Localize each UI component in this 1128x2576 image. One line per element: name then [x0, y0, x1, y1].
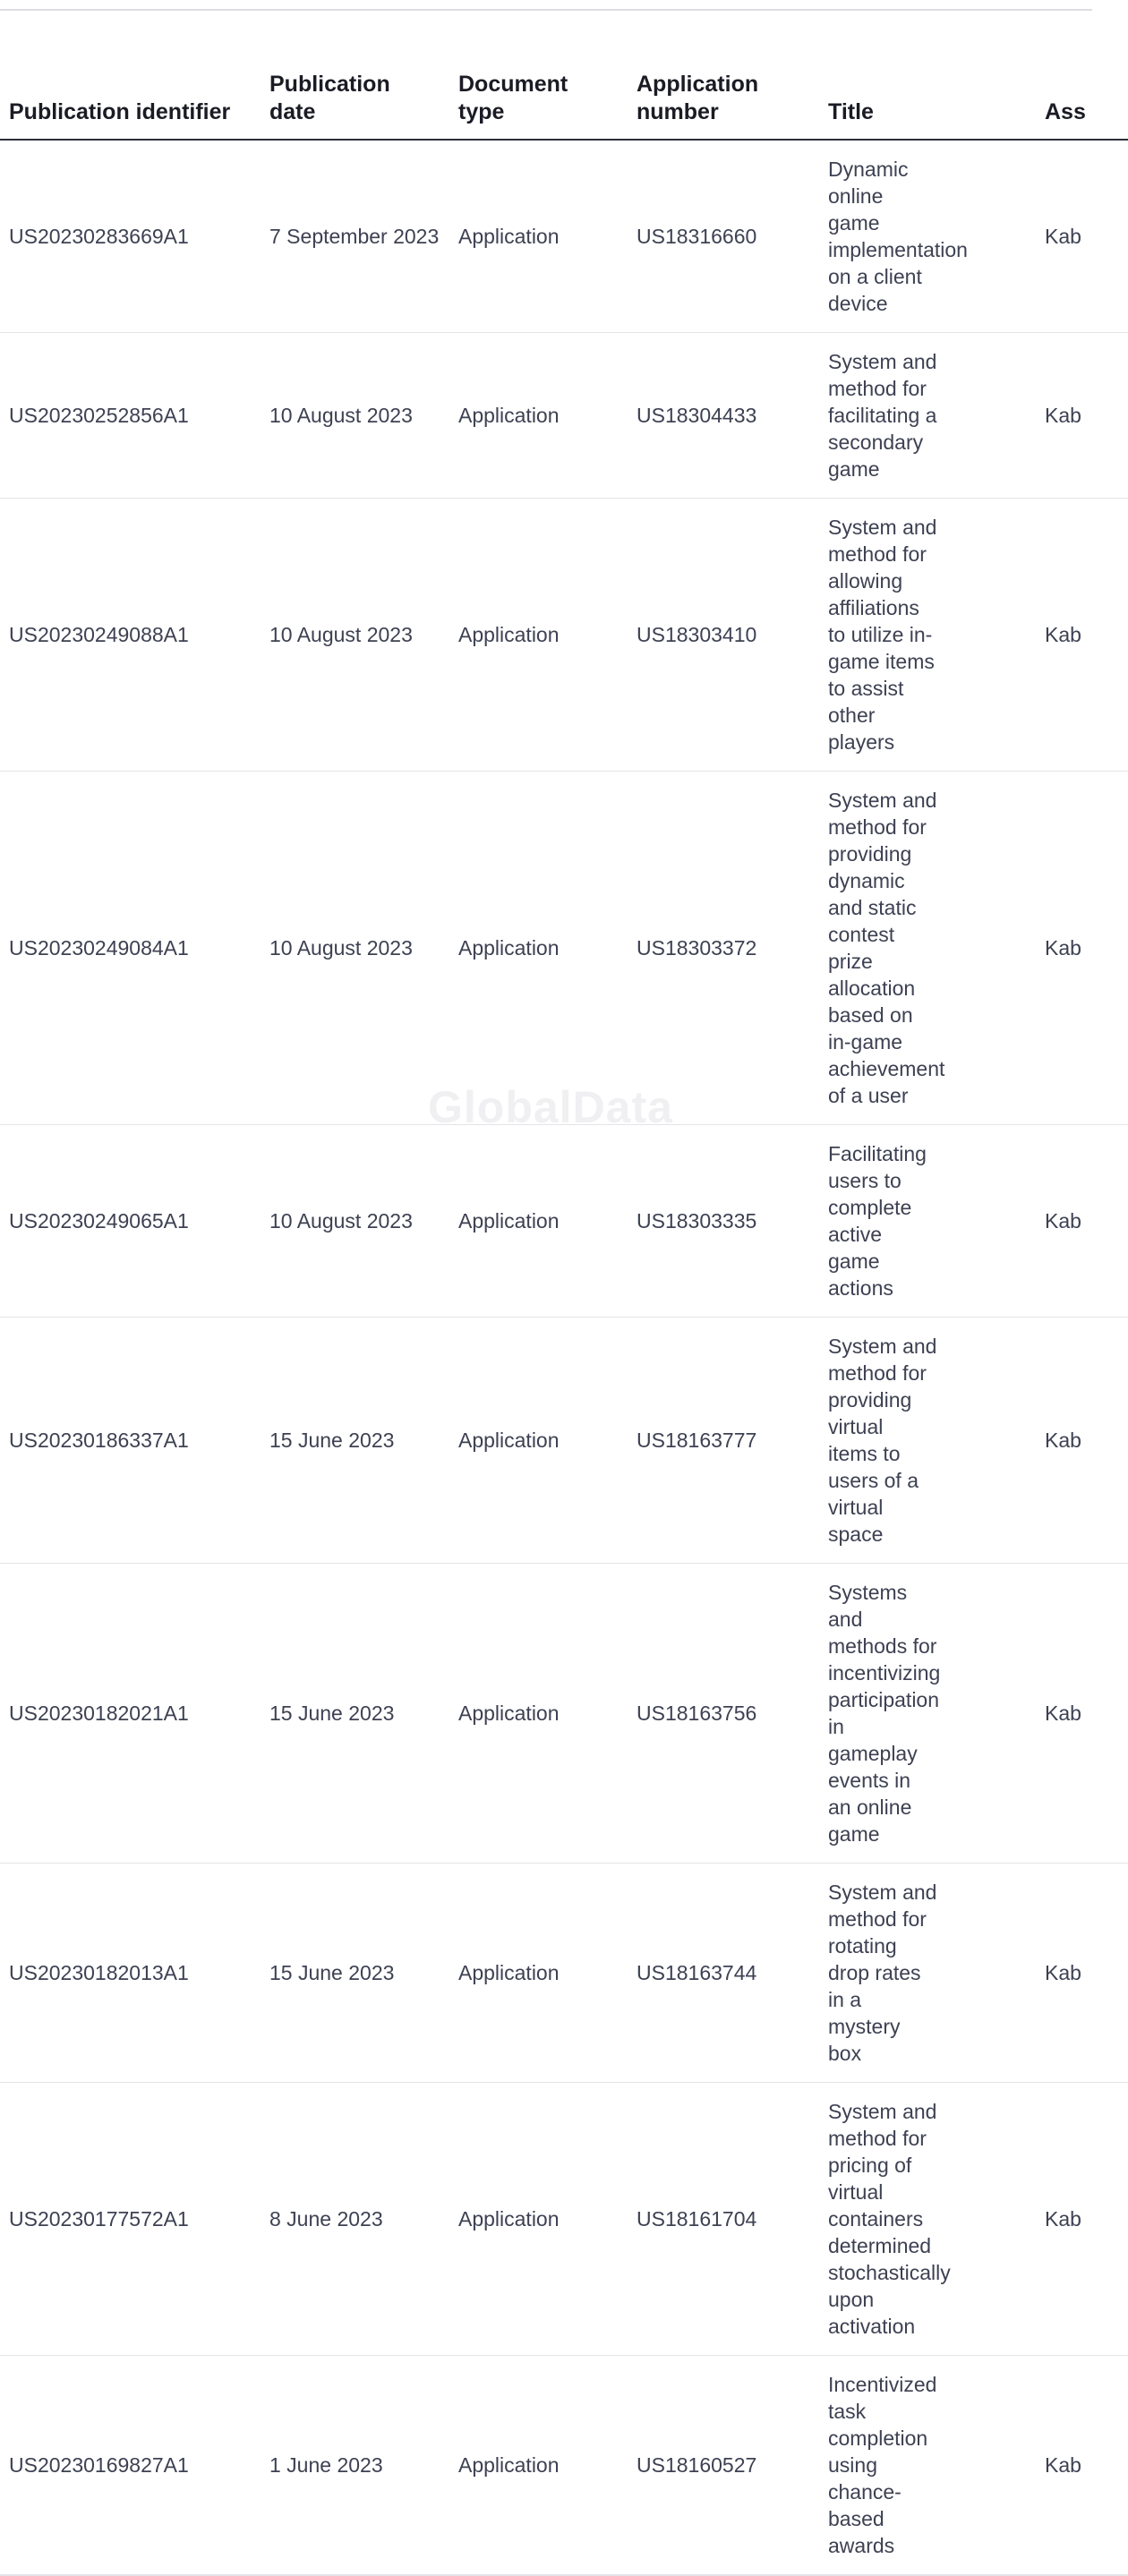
document-type-cell: Application — [449, 1864, 628, 2083]
assignee-cell: Kab — [1036, 2083, 1128, 2356]
publication-identifier-cell: US20230249088A1 — [0, 499, 261, 772]
publication-date-cell: 10 August 2023 — [261, 1125, 449, 1318]
title-cell: System and method for allowing affiliations to utilize in-game items to assist other players — [819, 499, 1036, 772]
assignee-cell: Kab — [1036, 1564, 1128, 1864]
application-number-cell: US18161704 — [628, 2083, 819, 2356]
application-number-cell: US18303372 — [628, 772, 819, 1125]
publication-identifier-cell: US20230252856A1 — [0, 333, 261, 499]
publication-date-cell: 7 September 2023 — [261, 140, 449, 333]
publication-date-cell: 1 June 2023 — [261, 2356, 449, 2576]
document-type-cell: Application — [449, 499, 628, 772]
document-type-cell: Application — [449, 1564, 628, 1864]
application-number-cell: US18163777 — [628, 1318, 819, 1564]
watermark: GlobalData — [428, 1082, 673, 1132]
publication-identifier-cell: US20230177572A1 — [0, 2083, 261, 2356]
document-type-cell: Application — [449, 772, 628, 1125]
table-header-row — [0, 59, 1128, 140]
publication-date-cell: 15 June 2023 — [261, 1864, 449, 2083]
application-number-cell: US18163756 — [628, 1564, 819, 1864]
assignee-cell: Kab — [1036, 1125, 1128, 1318]
application-number-cell: US18304433 — [628, 333, 819, 499]
table-row — [0, 140, 1128, 333]
title-cell: Incentivized task completion using chance-based awards — [819, 2356, 1036, 2576]
publication-date-cell: 8 June 2023 — [261, 2083, 449, 2356]
publication-date-cell: 15 June 2023 — [261, 1564, 449, 1864]
publication-identifier-cell: US20230182021A1 — [0, 1564, 261, 1864]
publication-identifier-cell: US20230283669A1 — [0, 140, 261, 333]
application-number-cell: US18316660 — [628, 140, 819, 333]
table-row — [0, 1125, 1128, 1318]
publications-table — [0, 59, 1128, 2576]
document-type-cell: Application — [449, 2356, 628, 2576]
document-type-cell: Application — [449, 2083, 628, 2356]
title-cell: System and method for rotating drop rates in a mystery box — [819, 1864, 1036, 2083]
publication-identifier-cell: US20230186337A1 — [0, 1318, 261, 1564]
table-row — [0, 2356, 1128, 2576]
publication-identifier-cell: US20230249084A1 — [0, 772, 261, 1125]
title-cell: System and method for facilitating a secondary game — [819, 333, 1036, 499]
assignee-cell: Kab — [1036, 499, 1128, 772]
document-type-cell: Application — [449, 140, 628, 333]
application-number-cell: US18160527 — [628, 2356, 819, 2576]
title-cell: System and method for pricing of virtual containers determined stochastically upon activation — [819, 2083, 1036, 2356]
publication-identifier-cell: US20230182013A1 — [0, 1864, 261, 2083]
title-cell: Facilitating users to complete active game actions — [819, 1125, 1036, 1318]
assignee-cell: Kab — [1036, 1318, 1128, 1564]
table-row — [0, 1864, 1128, 2083]
assignee-cell: Kab — [1036, 2356, 1128, 2576]
table-row — [0, 333, 1128, 499]
assignee-cell: Kab — [1036, 140, 1128, 333]
document-type-cell: Application — [449, 1125, 628, 1318]
top-divider — [0, 9, 1092, 11]
column-header-application-number[interactable]: Application number — [628, 59, 819, 140]
assignee-cell: Kab — [1036, 1864, 1128, 2083]
publication-date-cell: 10 August 2023 — [261, 333, 449, 499]
assignee-cell: Kab — [1036, 333, 1128, 499]
publication-date-cell: 10 August 2023 — [261, 499, 449, 772]
title-cell: System and method for providing virtual items to users of a virtual space — [819, 1318, 1036, 1564]
column-header-publication-date[interactable]: Publication date — [261, 59, 449, 140]
table-row — [0, 1564, 1128, 1864]
column-header-document-type[interactable]: Document type — [449, 59, 628, 140]
publication-date-cell: 10 August 2023 — [261, 772, 449, 1125]
table-row — [0, 1318, 1128, 1564]
assignee-cell: Kab — [1036, 772, 1128, 1125]
table-row — [0, 499, 1128, 772]
application-number-cell: US18163744 — [628, 1864, 819, 2083]
column-header-publication-identifier[interactable]: Publication identifier — [0, 59, 261, 140]
title-cell: Systems and methods for incentivizing participation in gameplay events in an online game — [819, 1564, 1036, 1864]
title-cell: System and method for providing dynamic and static contest prize allocation based on in-game achievement of a user — [819, 772, 1036, 1125]
title-cell: Dynamic online game implementation on a client device — [819, 140, 1036, 333]
table-row — [0, 2083, 1128, 2356]
application-number-cell: US18303410 — [628, 499, 819, 772]
application-number-cell: US18303335 — [628, 1125, 819, 1318]
column-header-assignee[interactable]: Ass — [1036, 59, 1128, 140]
table-row — [0, 772, 1128, 1125]
publication-identifier-cell: US20230169827A1 — [0, 2356, 261, 2576]
column-header-title[interactable]: Title — [819, 59, 1036, 140]
publication-date-cell: 15 June 2023 — [261, 1318, 449, 1564]
document-type-cell: Application — [449, 1318, 628, 1564]
document-type-cell: Application — [449, 333, 628, 499]
publication-identifier-cell: US20230249065A1 — [0, 1125, 261, 1318]
